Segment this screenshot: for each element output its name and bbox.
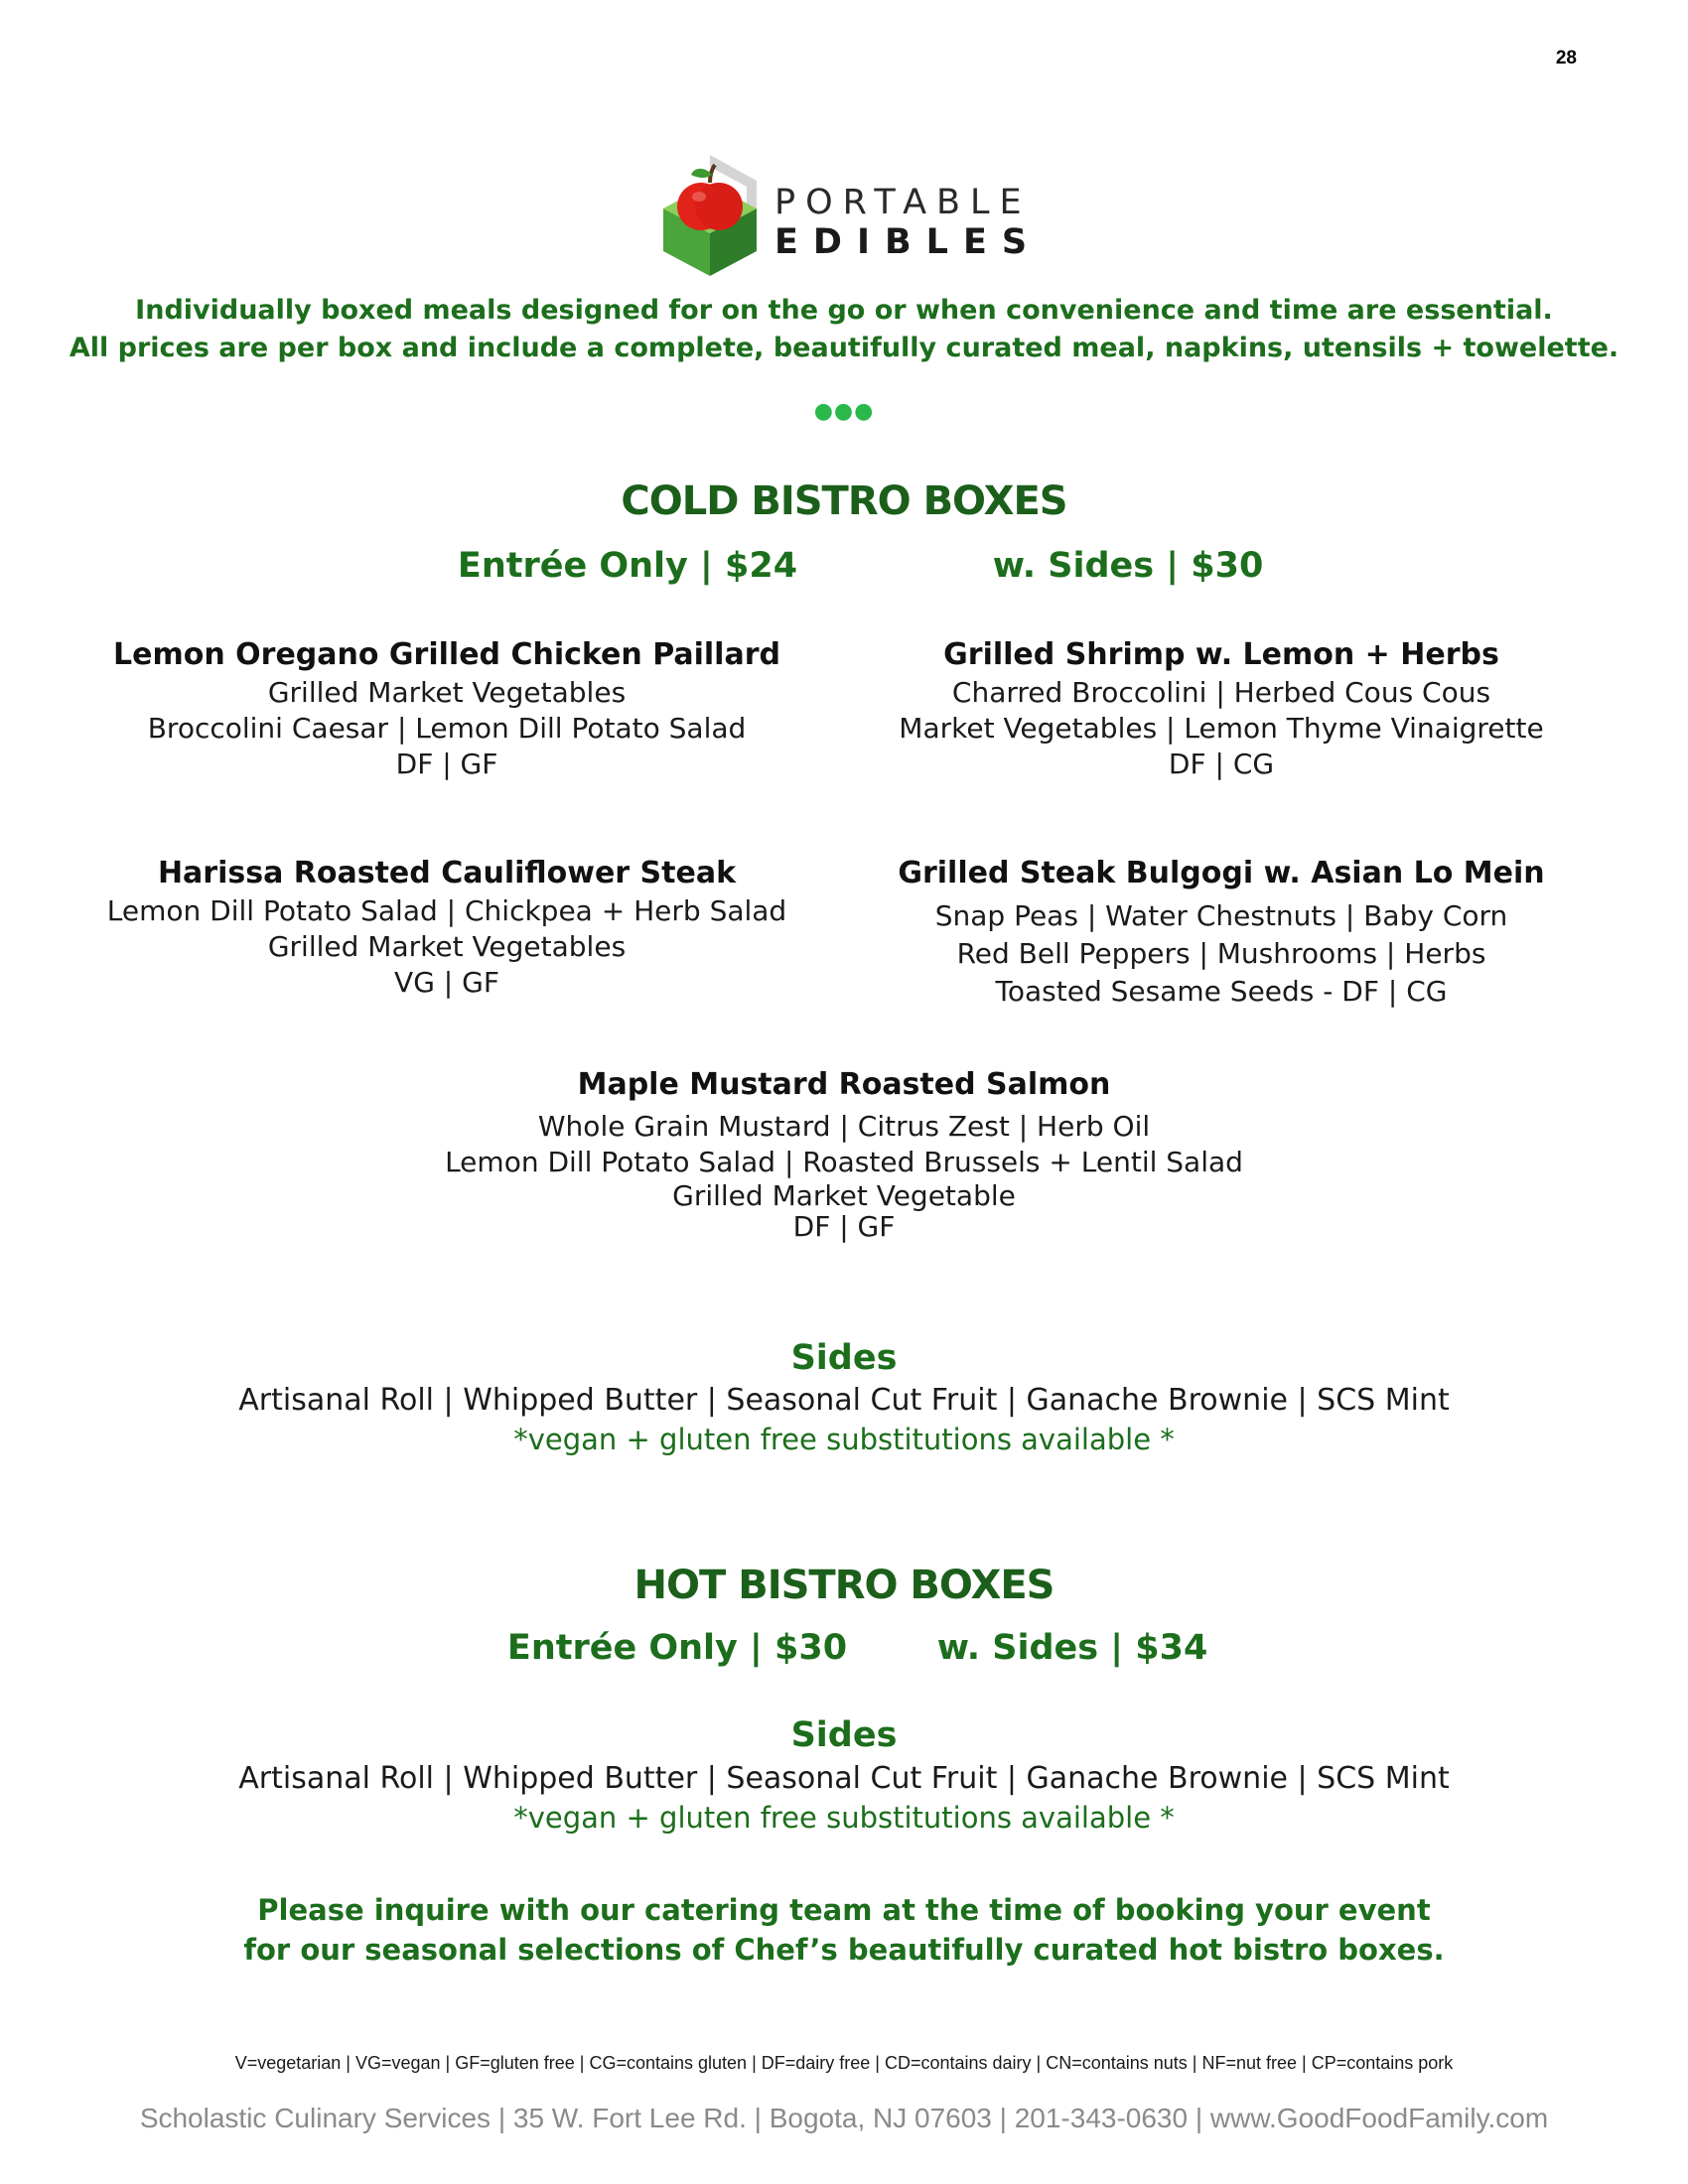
divider-dots: ●●● — [813, 399, 875, 424]
item-line: Lemon Dill Potato Salad | Chickpea + Herb Salad — [106, 894, 787, 927]
inquire-note — [0, 1890, 1688, 1970]
item-dietary: DF | CG — [1168, 748, 1275, 780]
cold-price-entree: Entrée Only | $24 — [457, 546, 798, 586]
item-line: Broccolini Caesar | Lemon Dill Potato Salad — [147, 712, 747, 745]
item-name: Maple Mustard Roasted Salmon — [577, 1067, 1111, 1102]
cold-sides-list: Artisanal Roll | Whipped Butter | Seasonal Cut Fruit | Ganache Brownie | SCS Mint — [238, 1383, 1450, 1418]
item-dietary: DF | GF — [395, 748, 498, 780]
logo-word-edibles: EDIBLES — [774, 222, 1043, 262]
hot-sides-list: Artisanal Roll | Whipped Butter | Seasonal Cut Fruit | Ganache Brownie | SCS Mint — [238, 1761, 1450, 1796]
item-dietary: DF | GF — [792, 1210, 896, 1243]
hot-price-sides: w. Sides | $34 — [936, 1628, 1208, 1668]
page-number: 28 — [1555, 48, 1577, 68]
item-line: Grilled Market Vegetable — [672, 1179, 1016, 1212]
item-line: Grilled Market Vegetables — [267, 676, 627, 709]
box-apple-icon — [655, 149, 765, 278]
hot-sides-note: *vegan + gluten free substitutions available * — [513, 1801, 1175, 1835]
cold-price-sides: w. Sides | $30 — [992, 546, 1264, 586]
cold-sides-title: Sides — [790, 1338, 898, 1378]
menu-item-cauliflower-steak — [99, 854, 794, 1001]
portable-edibles-logo — [655, 149, 1053, 278]
menu-item-chicken-paillard — [99, 635, 794, 782]
dietary-legend: V=vegetarian | VG=vegan | GF=gluten free | CG=contains gluten | DF=dairy free | CD=contains dairy | CN=contains nuts | NF=nut free | CP=contains pork — [234, 2053, 1454, 2073]
item-line: Lemon Dill Potato Salad | Roasted Brussels + Lentil Salad — [445, 1146, 1243, 1178]
tagline — [0, 292, 1688, 367]
tagline-line-2: All prices are per box and include a complete, beautifully curated meal, napkins, utensils + towelette. — [69, 333, 1619, 363]
item-name: Harissa Roasted Cauliflower Steak — [157, 856, 737, 890]
item-line: Charred Broccolini | Herbed Cous Cous — [951, 676, 1491, 709]
item-line: Toasted Sesame Seeds - DF | CG — [995, 975, 1448, 1008]
logo-word-portable: PORTABLE — [774, 183, 1032, 222]
hot-price-entree: Entrée Only | $30 — [506, 1628, 848, 1668]
footer-contact: Scholastic Culinary Services | 35 W. Fort Lee Rd. | Bogota, NJ 07603 | 201-343-0630 | www.GoodFoodFamily.com — [139, 2103, 1549, 2133]
inquire-line-1: Please inquire with our catering team at the time of booking your event — [257, 1893, 1431, 1927]
hot-section-title: HOT BISTRO BOXES — [633, 1563, 1055, 1608]
item-dietary: VG | GF — [394, 966, 499, 999]
cold-section-title: COLD BISTRO BOXES — [621, 478, 1067, 524]
item-line: Market Vegetables | Lemon Thyme Vinaigrette — [899, 712, 1544, 745]
inquire-line-2: for our seasonal selections of Chef’s beautifully curated hot bistro boxes. — [243, 1933, 1445, 1967]
item-line: Red Bell Peppers | Mushrooms | Herbs — [956, 937, 1486, 970]
hot-sides-title: Sides — [790, 1715, 898, 1755]
menu-item-grilled-shrimp — [874, 635, 1569, 782]
tagline-line-1: Individually boxed meals designed for on the go or when convenience and time are essential. — [135, 295, 1553, 326]
cold-sides-note: *vegan + gluten free substitutions available * — [513, 1423, 1175, 1456]
item-name: Grilled Steak Bulgogi w. Asian Lo Mein — [898, 856, 1545, 890]
item-line: Grilled Market Vegetables — [267, 930, 627, 963]
menu-item-maple-salmon — [0, 1065, 1688, 1242]
item-line: Snap Peas | Water Chestnuts | Baby Corn — [934, 899, 1508, 932]
item-line: Whole Grain Mustard | Citrus Zest | Herb Oil — [537, 1110, 1151, 1143]
item-name: Lemon Oregano Grilled Chicken Paillard — [113, 637, 780, 672]
menu-item-steak-bulgogi — [874, 854, 1569, 1011]
item-name: Grilled Shrimp w. Lemon + Herbs — [943, 637, 1499, 672]
